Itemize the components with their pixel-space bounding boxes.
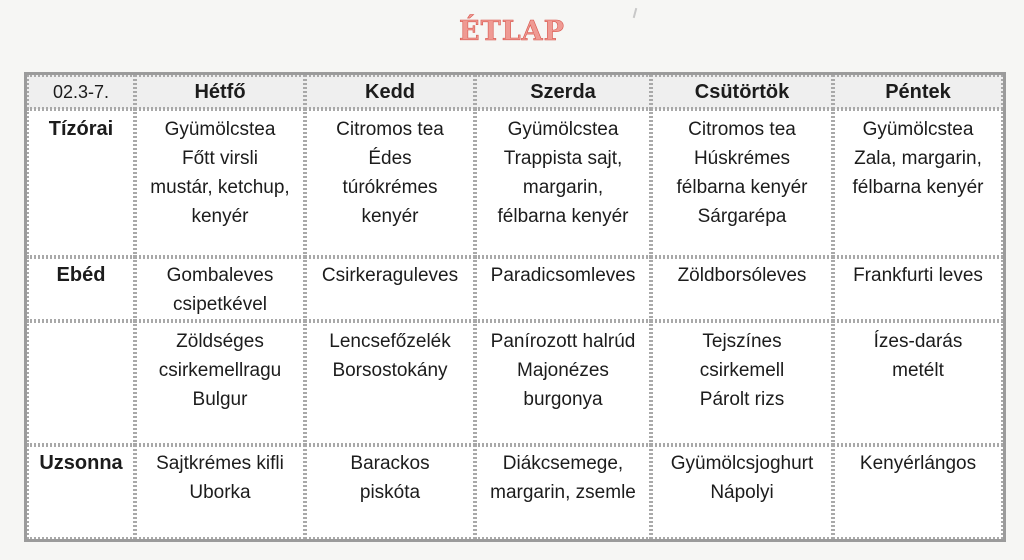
menu-item-line: Paradicsomleves <box>490 265 636 286</box>
menu-cell <box>475 257 651 321</box>
menu-item-line: Citromos tea <box>688 119 796 140</box>
menu-item-line: Borsostokány <box>332 360 448 381</box>
menu-item-line: Gyümölcstea <box>507 119 619 140</box>
menu-cell <box>475 109 651 257</box>
menu-item-line: csirkemell <box>699 360 785 381</box>
menu-item-line: metélt <box>892 360 944 381</box>
menu-cell <box>651 257 833 321</box>
menu-cell <box>135 321 305 445</box>
menu-cell <box>833 321 1003 445</box>
menu-item-line: margarin, <box>522 177 604 198</box>
menu-item-line: margarin, zsemle <box>490 482 636 503</box>
menu-item-line: Panírozott halrúd <box>490 331 636 352</box>
menu-cell <box>135 257 305 321</box>
menu-cell <box>475 445 651 539</box>
menu-item-line: Lencsefőzelék <box>329 331 451 352</box>
menu-item-line: félbarna kenyér <box>676 177 808 198</box>
day-header-thursday: Csütörtök <box>651 75 833 109</box>
menu-table <box>24 72 1006 542</box>
menu-item-line: Citromos tea <box>336 119 444 140</box>
page-title: ÉTLAP <box>459 16 565 47</box>
meal-label: Ebéd <box>27 257 135 321</box>
menu-item-line: burgonya <box>523 389 603 410</box>
menu-cell <box>833 445 1003 539</box>
menu-item-line: Csirkeraguleves <box>321 265 459 286</box>
menu-item-line: Uborka <box>189 482 251 503</box>
menu-item-line: Gyümölcsjoghurt <box>670 453 814 474</box>
menu-item-line: piskóta <box>359 482 421 503</box>
menu-item-line: Főtt virsli <box>182 148 258 169</box>
menu-item-line: Diákcsemege, <box>502 453 624 474</box>
menu-item-line: kenyér <box>191 206 249 227</box>
meal-label: Uzsonna <box>27 445 135 539</box>
menu-cell <box>833 109 1003 257</box>
menu-cell <box>651 445 833 539</box>
menu-item-line: Trappista sajt, <box>503 148 623 169</box>
menu-cell <box>305 321 475 445</box>
menu-item-line: Zöldborsóleves <box>677 265 807 286</box>
menu-item-line: Gyümölcstea <box>164 119 276 140</box>
menu-item-line: Sajtkrémes kifli <box>156 453 284 474</box>
menu-item-line: kenyér <box>361 206 419 227</box>
menu-item-line: Kenyérlángos <box>859 453 977 474</box>
menu-item-line: csipetkével <box>173 294 267 315</box>
meal-label: Tízórai <box>27 109 135 257</box>
menu-item-line: Zala, margarin, <box>854 148 982 169</box>
menu-item-line: Sárgarépa <box>697 206 787 227</box>
menu-item-line: Barackos <box>350 453 430 474</box>
menu-item-line: Húskrémes <box>693 148 791 169</box>
menu-item-line: Zöldséges <box>176 331 264 352</box>
menu-item-line: Majonézes <box>517 360 609 381</box>
menu-cell <box>651 321 833 445</box>
meal-row-ebed <box>27 257 1003 321</box>
menu-item-line: Nápolyi <box>710 482 774 503</box>
menu-item-line: félbarna kenyér <box>497 206 629 227</box>
menu-item-line: Gombaleves <box>166 265 274 286</box>
meal-row-uzsonna <box>27 445 1003 539</box>
menu-cell <box>305 257 475 321</box>
meal-row-tizorai <box>27 109 1003 257</box>
menu-item-line: mustár, ketchup, <box>150 177 290 198</box>
menu-item-line: csirkemellragu <box>158 360 282 381</box>
day-header-monday: Hétfő <box>135 75 305 109</box>
meal-label <box>27 321 135 445</box>
menu-item-line: Édes <box>368 148 412 169</box>
menu-item-line: félbarna kenyér <box>852 177 984 198</box>
menu-cell <box>135 445 305 539</box>
day-header-tuesday: Kedd <box>305 75 475 109</box>
menu-cell <box>305 109 475 257</box>
day-header-friday: Péntek <box>833 75 1003 109</box>
menu-item-line: Gyümölcstea <box>862 119 974 140</box>
day-header-wednesday: Szerda <box>475 75 651 109</box>
date-range: 02.3-7. <box>27 75 135 109</box>
menu-cell <box>305 445 475 539</box>
menu-cell <box>475 321 651 445</box>
menu-item-line: Frankfurti leves <box>853 265 983 286</box>
menu-item-line: Ízes-darás <box>873 331 963 352</box>
header-row <box>27 75 1003 109</box>
meal-row-ebed-main <box>27 321 1003 445</box>
menu-cell <box>651 109 833 257</box>
menu-cell <box>833 257 1003 321</box>
menu-item-line: túrókrémes <box>342 177 438 198</box>
menu-item-line: Bulgur <box>192 389 248 410</box>
menu-item-line: Tejszínes <box>702 331 782 352</box>
menu-cell <box>135 109 305 257</box>
menu-item-line: Párolt rizs <box>699 389 785 410</box>
